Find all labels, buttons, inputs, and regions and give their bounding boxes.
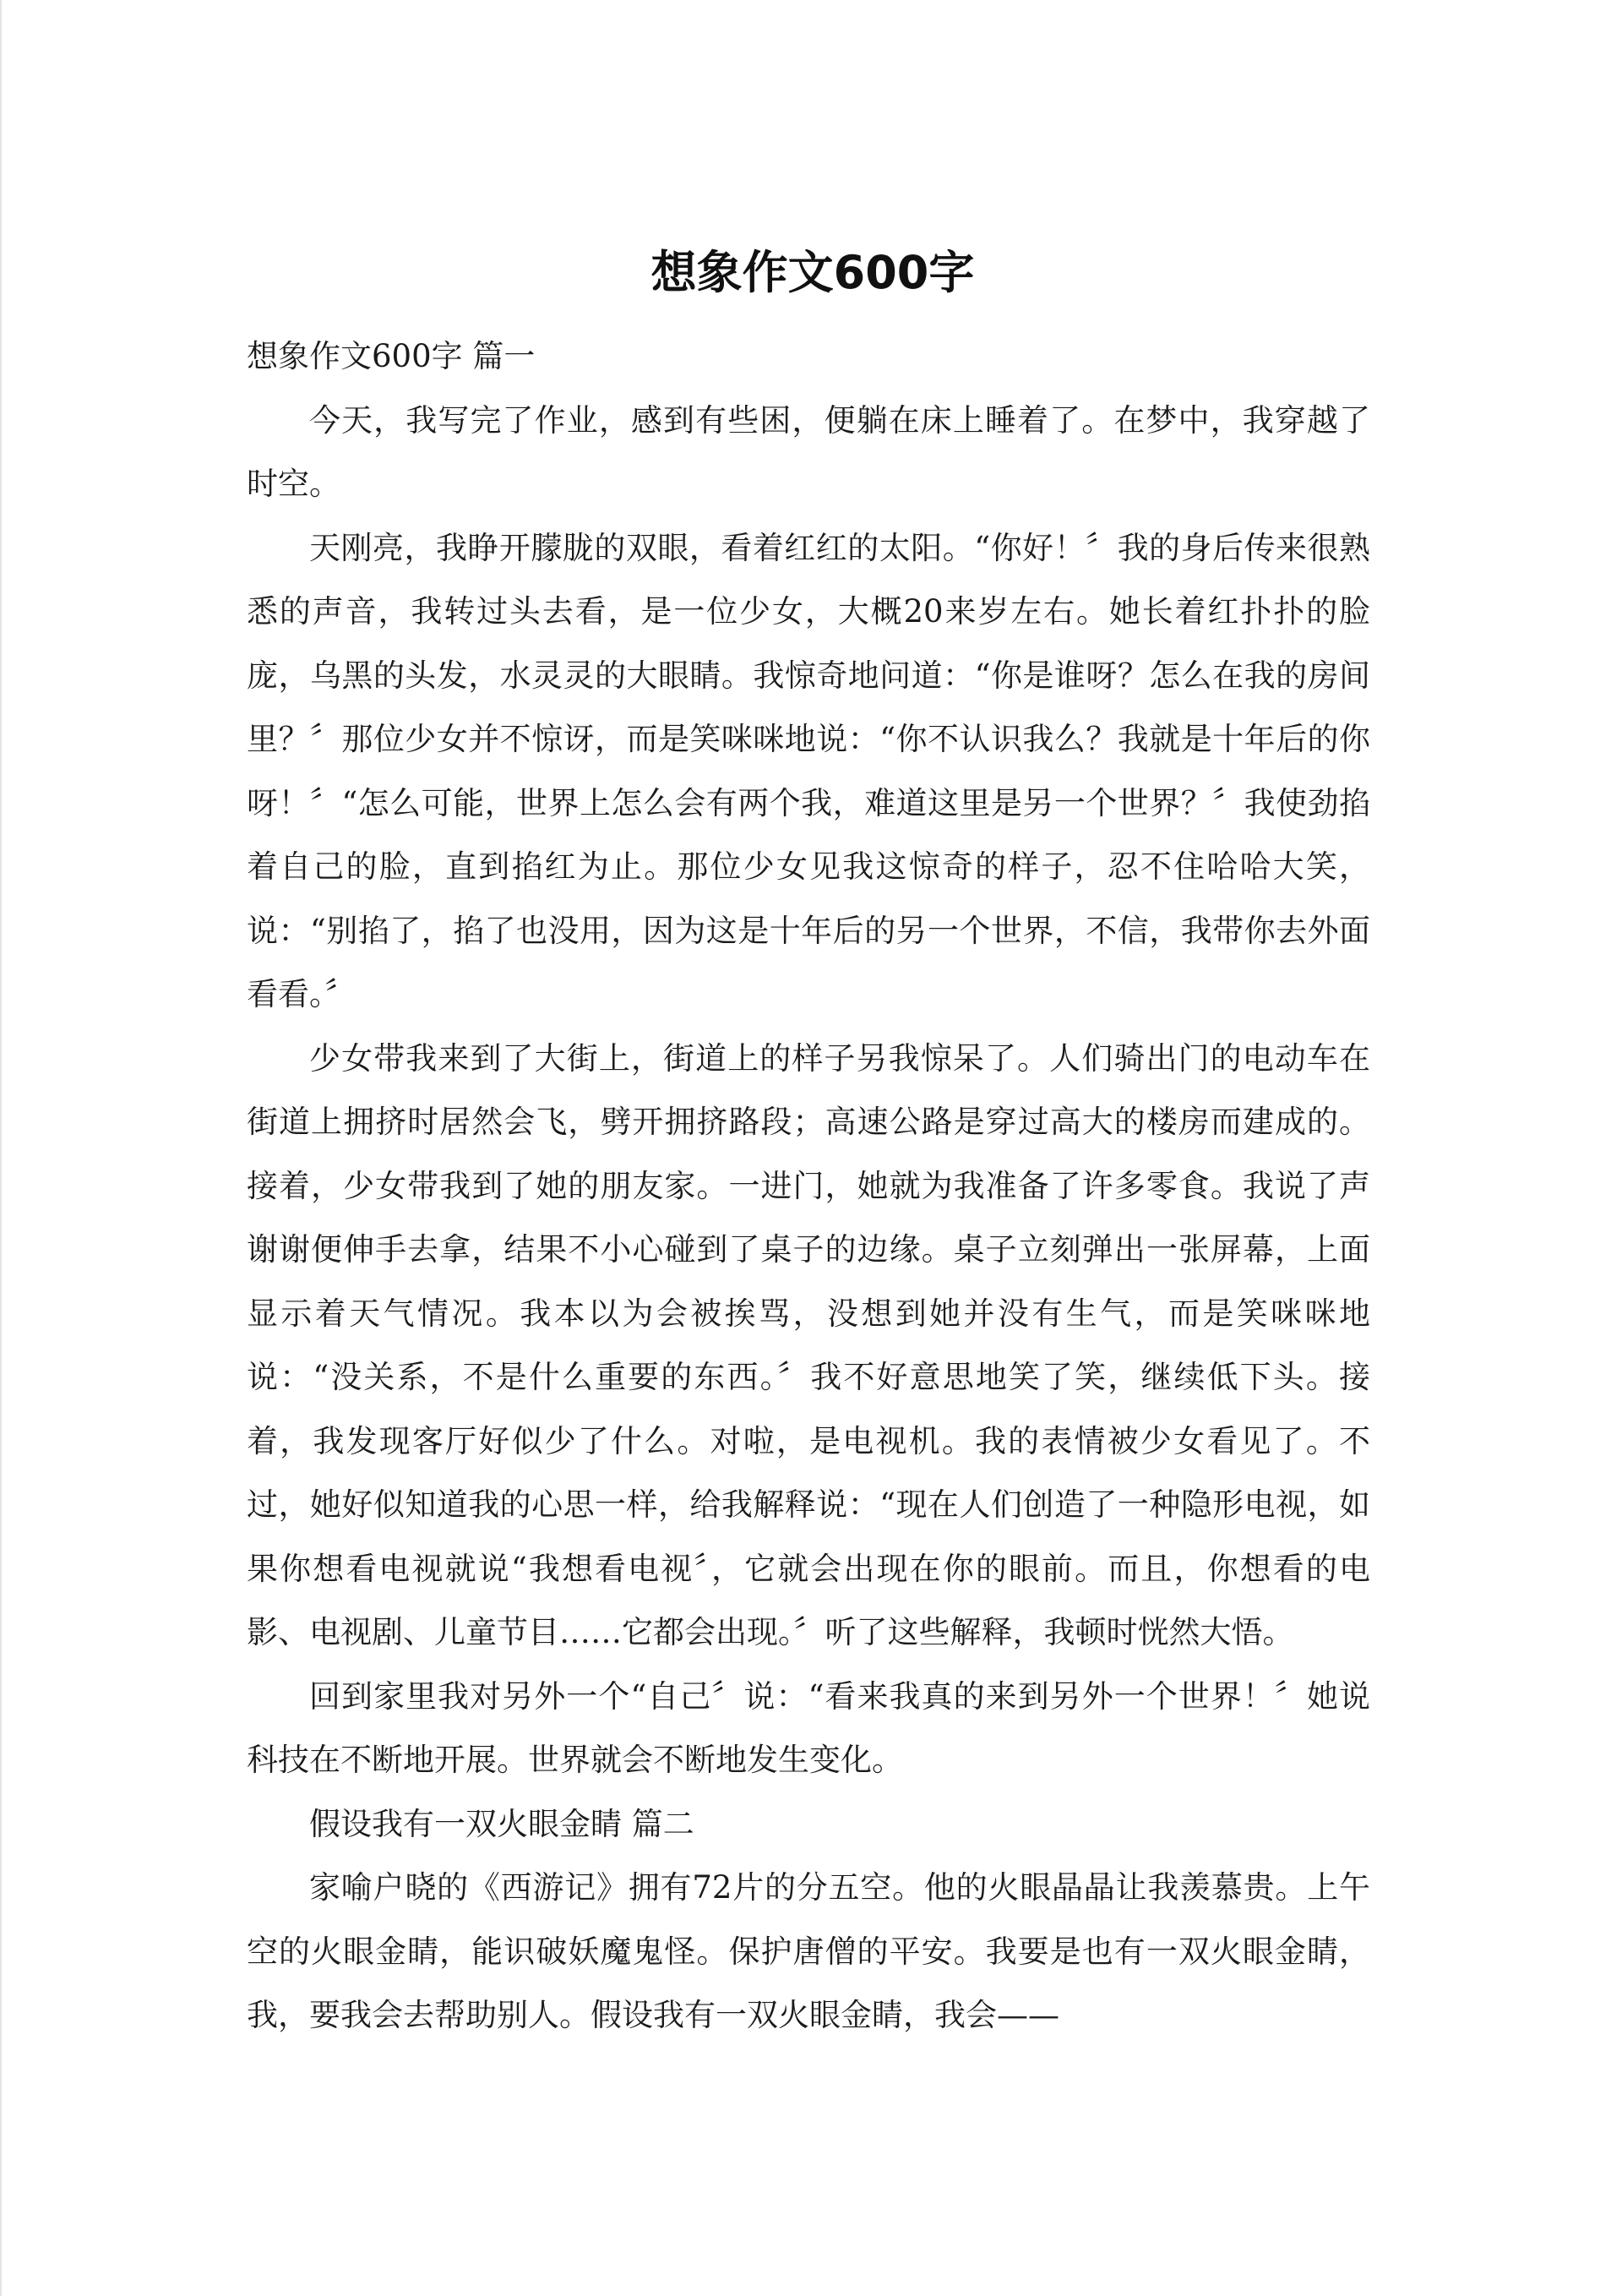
- paragraph: 家喻户晓的《西游记》拥有72片的分五空。他的火眼晶晶让我羡慕贵。上午空的火眼金睛，能识破妖魔鬼怪。保护唐僧的平安。我要是也有一双火眼金睛，我，要我会去帮助别人。假设我有一双火眼金睛，我会——: [247, 1869, 1370, 2033]
- section-heading-2: 假设我有一双火眼金睛 篇二: [309, 1805, 694, 1842]
- document-title: 想象作文600字: [650, 246, 975, 299]
- section-heading-1: 想象作文600字 篇一: [247, 338, 536, 374]
- document-body: [247, 324, 1370, 2048]
- paragraph: 今天，我写完了作业，感到有些困，便躺在床上睡着了。在梦中，我穿越了时空。: [247, 401, 1370, 502]
- paragraph: 天刚亮，我睁开朦胧的双眼，看着红红的太阳。“你好！〞我的身后传来很熟悉的声音，我转过头去看，是一位少女，大概20来岁左右。她长着红扑扑的脸庞，乌黑的头发，水灵灵的大眼睛。我惊奇地问道：“你是谁呀？怎么在我的房间里？〞那位少女并不惊讶，而是笑咪咪地说：“你不认识我么？我就是十年后的你呀！〞“怎么可能，世界上怎么会有两个我，难道这里是另一个世界？〞我使劲掐着自己的脸，直到掐红为止。那位少女见我这惊奇的样子，忍不住哈哈大笑，说：“别掐了，掐了也没用，因为这是十年后的另一个世界，不信，我带你去外面看看。〞: [247, 529, 1370, 1012]
- paragraph: 少女带我来到了大街上，街道上的样子另我惊呆了。人们骑出门的电动车在街道上拥挤时居然会飞，劈开拥挤路段；高速公路是穿过高大的楼房而建成的。接着，少女带我到了她的朋友家。一进门，她就为我准备了许多零食。我说了声谢谢便伸手去拿，结果不小心碰到了桌子的边缘。桌子立刻弹出一张屏幕，上面显示着天气情况。我本以为会被挨骂，没想到她并没有生气，而是笑咪咪地说：“没关系，不是什么重要的东西。〞我不好意思地笑了笑，继续低下头。接着，我发现客厅好似少了什么。对啦，是电视机。我的表情被少女看见了。不过，她好似知道我的心思一样，给我解释说：“现在人们创造了一种隐形电视，如果你想看电视就说“我想看电视〞，它就会出现在你的眼前。而且，你想看的电影、电视剧、儿童节目……它都会出现。〞听了这些解释，我顿时恍然大悟。: [247, 1039, 1370, 1650]
- paragraph: 回到家里我对另外一个“自己〞说：“看来我真的来到另外一个世界！〞她说科技在不断地开展。世界就会不断地发生变化。: [247, 1677, 1370, 1778]
